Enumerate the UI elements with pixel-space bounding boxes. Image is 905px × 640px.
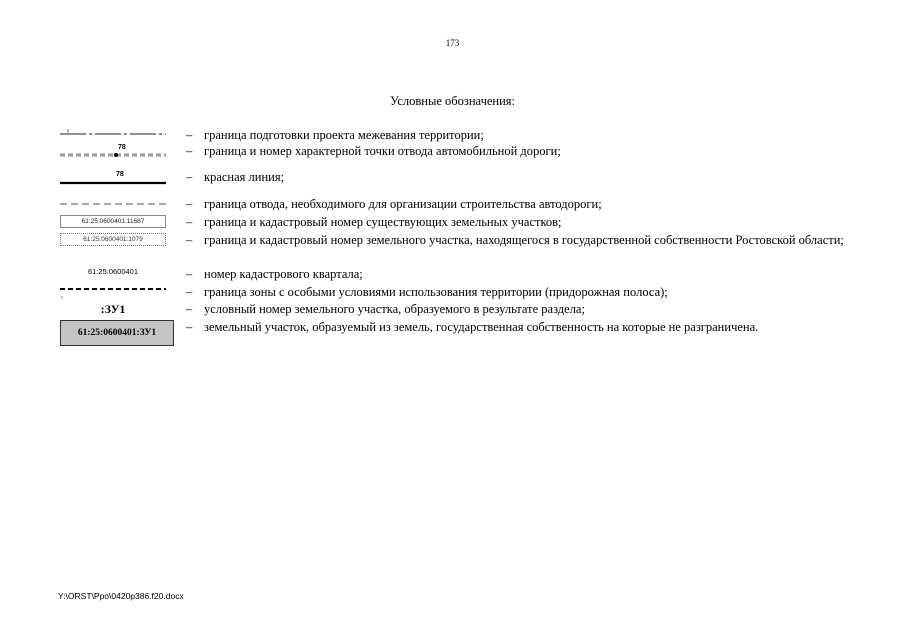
red-line-number-label: 78 (116, 171, 124, 178)
legend-description: граница и номер характерной точки отвода автомобильной дороги; (204, 144, 561, 158)
gray-dashed-line-icon (58, 197, 168, 211)
legend-description: красная линия; (204, 170, 285, 184)
legend-dash: – (186, 128, 193, 142)
legend-title: Условные обозначения: (389, 94, 516, 108)
solid-line-icon (58, 170, 168, 188)
legend-description: граница зоны с особыми условиями использования территории (придорожная полоса); (204, 285, 668, 299)
legend-description: граница подготовки проекта межевания территории; (204, 128, 484, 142)
legend-dash: – (186, 233, 193, 247)
cadastral-quarter-label: 61:25:0600401 (87, 267, 139, 276)
legend-dash: – (186, 215, 193, 229)
file-path-footer: Y:\ORST\Ppo\0420p386.f20.docx (58, 591, 184, 601)
legend-dash: – (186, 320, 193, 334)
legend-description: номер кадастрового квартала; (204, 267, 363, 281)
legend-dash: – (186, 285, 193, 299)
legend-description: граница и кадастровый номер земельного участка, находящегося в государственной собственности Ростовской области; (204, 233, 844, 247)
legend-dash: – (186, 144, 193, 158)
legend-dash: – (186, 302, 193, 316)
page-number: 173 (445, 38, 460, 48)
legend-description: земельный участок, образуемый из земель, государственная собственность на которые не разграничена. (204, 320, 759, 334)
dash-dot-line-icon (58, 128, 168, 142)
state-parcel-cadastral-label: 61:25:0600401:1079 (60, 233, 166, 246)
legend-description: граница и кадастровый номер существующих земельных участков; (204, 215, 562, 229)
legend-dash: – (186, 197, 193, 211)
thick-dashed-line-icon (58, 285, 168, 301)
legend-dash: – (186, 267, 193, 281)
dashed-line-with-point-icon (58, 144, 168, 160)
point-number-label: 78 (118, 144, 126, 151)
legend-description: граница отвода, необходимого для организации строительства автодороги; (204, 197, 602, 211)
legend-dash: – (186, 170, 193, 184)
formed-parcel-label: 61:25:0600401:ЗУ1 (60, 320, 174, 346)
legend-description: условный номер земельного участка, образуемого в результате раздела; (204, 302, 585, 316)
existing-parcel-cadastral-label: 61:25:0600401:11687 (60, 215, 166, 228)
conditional-parcel-label: :ЗУ1 (100, 302, 126, 316)
